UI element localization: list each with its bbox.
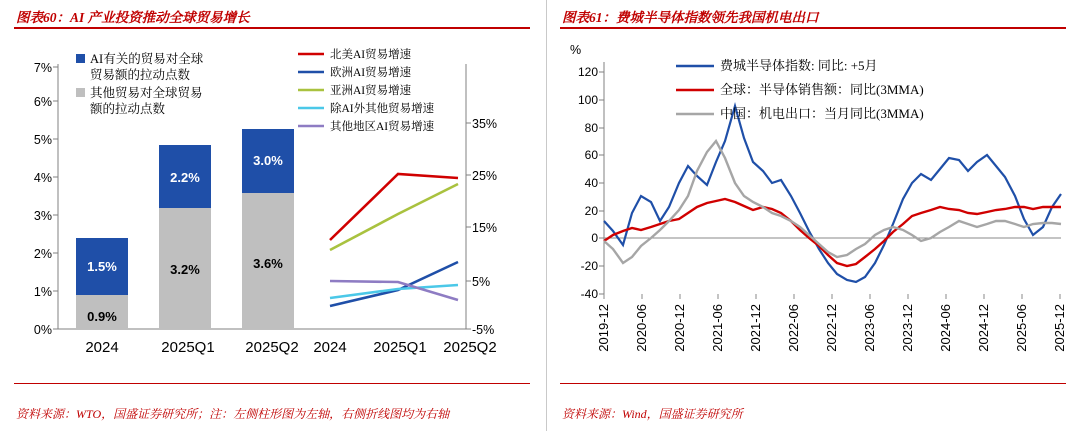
svg-text:6%: 6%	[33, 95, 52, 109]
svg-text:100: 100	[577, 93, 598, 107]
series-china-electromechanical-exports	[604, 141, 1061, 263]
svg-text:60: 60	[584, 148, 598, 162]
svg-text:80: 80	[584, 121, 598, 135]
left-title-rule	[14, 27, 530, 29]
svg-text:2020-12: 2020-12	[672, 304, 687, 352]
svg-text:35%: 35%	[472, 117, 498, 131]
xlabel-2025q2: 2025Q2	[245, 339, 299, 356]
xlabel-line-2025q1: 2025Q1	[373, 339, 427, 356]
line-legend	[298, 47, 435, 133]
svg-text:2021-06: 2021-06	[710, 304, 725, 352]
svg-text:2020-06: 2020-06	[634, 304, 649, 352]
line-asia	[330, 184, 458, 250]
svg-text:5%: 5%	[33, 133, 52, 147]
svg-text:0: 0	[591, 231, 598, 245]
legend-label-other-bar-2: 额的拉动点数	[90, 102, 166, 116]
bar-label-ai-2025q1: 2.2%	[170, 170, 200, 185]
svg-text:1%: 1%	[33, 285, 52, 299]
svg-text:除AI外其他贸易增速: 除AI外其他贸易增速	[330, 103, 435, 115]
legend-label-other-bar: 其他贸易对全球贸易	[90, 86, 203, 100]
legend-label-ai-bar-2: 贸易额的拉动点数	[90, 68, 191, 82]
svg-text:3%: 3%	[33, 209, 52, 223]
left-chart	[0, 32, 546, 357]
legend-label-china-exports: 中国：机电出口：当月同比(3MMA)	[720, 106, 924, 121]
svg-text:2024-12: 2024-12	[976, 304, 991, 352]
svg-text:2025-06: 2025-06	[1014, 304, 1029, 352]
right-title-rule	[560, 27, 1066, 29]
series-global-semiconductor-sales	[604, 199, 1061, 266]
xlabel-line-2025q2: 2025Q2	[443, 339, 497, 356]
svg-text:欧洲AI贸易增速: 欧洲AI贸易增速	[330, 67, 412, 79]
legend-swatch-ai-bar	[76, 54, 85, 63]
bar-label-ai-2025q2: 3.0%	[253, 153, 283, 168]
svg-text:15%: 15%	[472, 221, 498, 235]
right-chart	[546, 32, 1080, 372]
bar-label-other-2024: 0.9%	[87, 309, 117, 324]
bar-label-other-2025q2: 3.6%	[253, 256, 283, 271]
svg-text:-5%: -5%	[472, 323, 495, 337]
svg-text:-40: -40	[580, 287, 598, 301]
line-europe	[330, 262, 458, 306]
bar-label-ai-2024: 1.5%	[87, 259, 117, 274]
svg-text:2022-12: 2022-12	[824, 304, 839, 352]
xlabel-2025q1: 2025Q1	[161, 339, 215, 356]
left-source-note: 资料来源：WTO，国盛证券研究所；注：左侧柱形图为左轴，右侧折线图均为右轴	[16, 407, 450, 421]
svg-text:其他地区AI贸易增速: 其他地区AI贸易增速	[330, 121, 435, 133]
right-source-note: 资料来源：Wind，国盛证券研究所	[562, 407, 743, 421]
line-north-america	[330, 174, 458, 240]
svg-text:25%: 25%	[472, 169, 498, 183]
svg-text:2021-12: 2021-12	[748, 304, 763, 352]
svg-text:20: 20	[584, 204, 598, 218]
legend-label-global-sales: 全球：半导体销售额：同比(3MMA)	[720, 82, 924, 97]
svg-text:亚洲AI贸易增速: 亚洲AI贸易增速	[330, 85, 412, 97]
svg-text:2025-12: 2025-12	[1052, 304, 1067, 352]
y-axis-unit: %	[570, 43, 582, 57]
left-figure-title: 图表60：AI 产业投资推动全球贸易增长	[16, 10, 250, 25]
svg-text:120: 120	[577, 65, 598, 79]
svg-text:0%: 0%	[33, 323, 52, 337]
right-figure-panel	[546, 0, 1080, 431]
xlabel-line-2024: 2024	[313, 339, 347, 356]
bar-label-other-2025q1: 3.2%	[170, 262, 200, 277]
legend-swatch-other-bar	[76, 88, 85, 97]
svg-text:-20: -20	[580, 259, 598, 273]
legend-label-phlx: 费城半导体指数: 同比: +5月	[720, 58, 878, 73]
svg-text:7%: 7%	[33, 61, 52, 75]
right-figure-title: 图表61：费城半导体指数领先我国机电出口	[562, 10, 819, 25]
svg-text:2019-12: 2019-12	[596, 304, 611, 352]
svg-text:5%: 5%	[472, 275, 491, 289]
svg-text:2023-12: 2023-12	[900, 304, 915, 352]
legend-label-ai-bar: AI有关的贸易对全球	[90, 52, 204, 66]
svg-text:2%: 2%	[33, 247, 52, 261]
right-source-rule	[560, 383, 1066, 385]
svg-text:北美AI贸易增速: 北美AI贸易增速	[330, 49, 412, 61]
x-axis-labels	[596, 304, 1067, 352]
svg-text:40: 40	[584, 176, 598, 190]
svg-text:2023-06: 2023-06	[862, 304, 877, 352]
svg-text:4%: 4%	[33, 171, 52, 185]
left-source-rule	[14, 383, 530, 385]
xlabel-2024: 2024	[85, 339, 119, 356]
svg-text:2022-06: 2022-06	[786, 304, 801, 352]
right-legend	[676, 58, 924, 121]
svg-text:2024-06: 2024-06	[938, 304, 953, 352]
